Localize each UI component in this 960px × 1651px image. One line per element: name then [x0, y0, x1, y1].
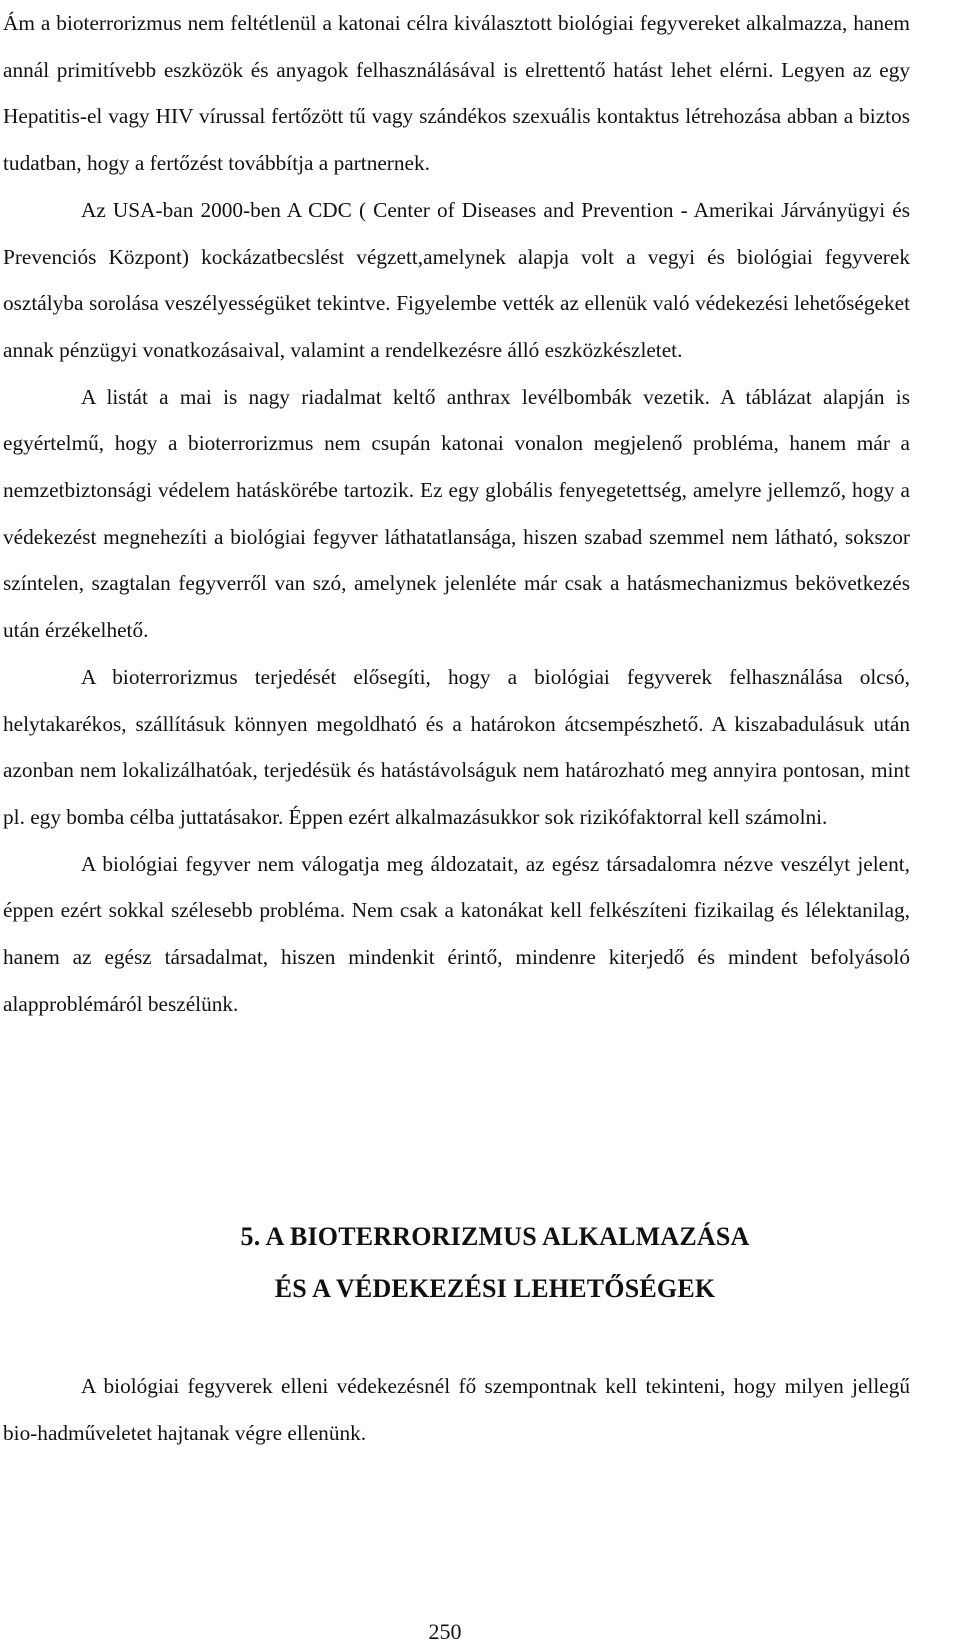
page-number: 250 [428, 1619, 462, 1644]
paragraph: A biológiai fegyverek elleni védekezésnél fő szempontnak kell tekinteni, hogy milyen jellegű bio-hadműveletet hajtanak végre ellenünk. [3, 1374, 910, 1445]
section-heading-line: ÉS A VÉDEKEZÉSI LEHETŐSÉGEK [274, 1274, 716, 1303]
section-heading [0, 1211, 960, 1315]
paragraph: A biológiai fegyver nem válogatja meg áldozatait, az egész társadalomra nézve veszélyt jelent, éppen ezért sokkal szélesebb probléma. Nem csak a katonákat kell felkészíteni fizikailag és lélektanilag, hanem az egész társadalmat, hiszen mindenkit érintő, mindenre kiterjedő és mindent befolyásoló alapproblémáról beszélünk. [3, 851, 910, 1016]
section-intro [3, 1363, 910, 1456]
body-text [3, 0, 910, 1027]
section-heading-line: 5. A BIOTERRORIZMUS ALKALMAZÁSA [240, 1222, 750, 1251]
paragraph: A bioterrorizmus terjedését elősegíti, hogy a biológiai fegyverek felhasználása olcsó, helytakarékos, szállításuk könnyen megoldható és a határokon átcsempészhető. A kiszabadulásuk után azonban nem lokalizálhatóak, terjedésük és hatástávolságuk nem határozható meg annyira pontosan, mint pl. egy bomba célba juttatásakor. Éppen ezért alkalmazásukkor sok rizikófaktorral kell számolni. [3, 664, 910, 829]
paragraph: A listát a mai is nagy riadalmat keltő anthrax levélbombák vezetik. A táblázat alapján is egyértelmű, hogy a bioterrorizmus nem csupán katonai vonalon megjelenő probléma, hanem már a nemzetbiztonsági védelem hatáskörébe tartozik. Ez egy globális fenyegetettség, amelyre jellemző, hogy a védekezést megnehezíti a biológiai fegyver láthatatlansága, hiszen szabad szemmel nem látható, sokszor színtelen, szagtalan fegyverről van szó, amelynek jelenléte már csak a hatásmechanizmus bekövetkezés után érzékelhető. [3, 384, 910, 643]
paragraph: Az USA-ban 2000-ben A CDC ( Center of Diseases and Prevention - Amerikai Járványügyi és Prevenciós Központ) kockázatbecslést végzett,amelynek alapja volt a vegyi és biológiai fegyverek osztályba sorolása veszélyességüket tekintve. Figyelembe vették az ellenük való védekezési lehetőségeket annak pénzügyi vonatkozásaival, valamint a rendelkezésre álló eszközkészletet. [3, 197, 910, 362]
paragraph: Ám a bioterrorizmus nem feltétlenül a katonai célra kiválasztott biológiai fegyvereket alkalmazza, hanem annál primitívebb eszközök és anyagok felhasználásával is elrettentő hatást lehet elérni. Legyen az egy Hepatitis-el vagy HIV vírussal fertőzött tű vagy szándékos szexuális kontaktus létrehozása abban a biztos tudatban, hogy a fertőzést továbbítja a partnernek. [3, 11, 910, 176]
